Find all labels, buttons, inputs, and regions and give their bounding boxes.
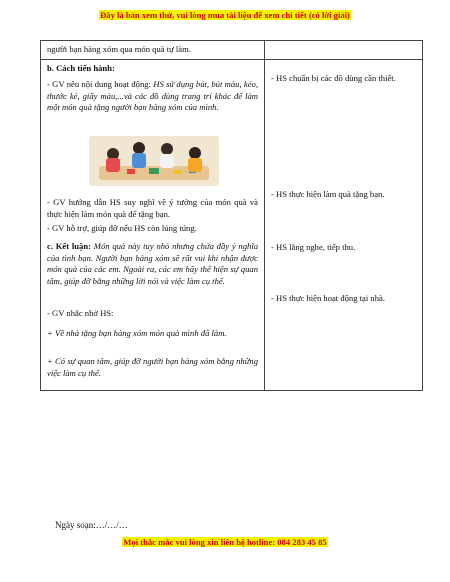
gv-instruction-italic: HS sử dụng bút, bút màu, kéo, thước kẻ, giấy màu,...và các đồ dùng trang trí khác để làm một món quà tặng người bạn hàng xóm của mình. <box>47 79 258 112</box>
table-row <box>41 41 423 60</box>
hs-prepare-paragraph: - HS chuẩn bị các đồ dùng cần thiết. <box>271 73 396 83</box>
hs-make-gift-paragraph: - HS thực hiện làm quà tặng bạn. <box>271 189 385 199</box>
children-crafting-illustration <box>89 136 219 186</box>
preview-banner-text: Đây là bản xem thử, vui lòng mua tài liệu để xem chi tiết (có lời giải) <box>100 10 350 20</box>
table-row <box>41 60 423 391</box>
reminder-bullet-text: + Về nhà tặng bạn hàng xóm món quà mình đã làm. <box>47 328 227 338</box>
conclusion-italic: Món quà này tuy nhỏ nhưng chứa đầy ý nghĩa của tình bạn. Người bạn hàng xóm sẽ rất vui khi nhận được món quà của các em. Ngoài ra, các em hãy thể hiện sự quan tâm, giúp đỡ bằng những lời nói và việc làm cụ thể. <box>47 241 259 286</box>
section-b-heading: b. Cách tiến hành: <box>47 63 115 73</box>
preparation-date-line: Ngày soạn:…/…/… <box>55 520 128 530</box>
section-c-heading: c. Kết luận: <box>47 241 94 251</box>
hs-listen-paragraph: - HS lắng nghe, tiếp thu. <box>271 242 356 252</box>
hs-home-activity-paragraph: - HS thực hiện hoạt động tại nhà. <box>271 293 385 303</box>
reminder-bullet <box>47 356 258 379</box>
reminder-bullet <box>47 328 258 340</box>
teacher-activity-cell <box>41 60 265 391</box>
gv-reminder-paragraph: - GV nhắc nhở HS: <box>47 308 114 318</box>
reminder-bullet-text: + Có sự quan tâm, giúp đỡ người bạn hàng xóm bằng những việc làm cụ thể. <box>47 356 258 378</box>
gv-instruction-lead: - GV nêu nội dung hoạt động: <box>47 79 154 89</box>
gv-support-paragraph: - GV hỗ trợ, giúp đỡ nếu HS còn lúng túng. <box>47 223 197 233</box>
teacher-activity-cell <box>41 41 265 60</box>
conclusion-paragraph <box>47 241 258 287</box>
preview-banner <box>0 10 450 20</box>
student-activity-cell <box>265 41 423 60</box>
intro-line: người bạn hàng xóm qua món quà tự làm. <box>47 44 191 54</box>
student-activity-cell <box>265 60 423 391</box>
section-heading <box>47 63 258 75</box>
gv-instruction-paragraph <box>47 79 258 114</box>
hotline-footer <box>0 537 450 547</box>
classroom-illustration-svg <box>89 136 219 186</box>
lesson-plan-table <box>40 40 423 391</box>
hotline-footer-text: Mọi thắc mắc vui lòng xin liên hệ hotline: 084 283 45 85 <box>123 537 327 547</box>
gv-guidance-paragraph: - GV hướng dẫn HS suy nghĩ về ý tưởng của món quà và thực hiện làm món quà để tặng bạn. <box>47 197 258 219</box>
